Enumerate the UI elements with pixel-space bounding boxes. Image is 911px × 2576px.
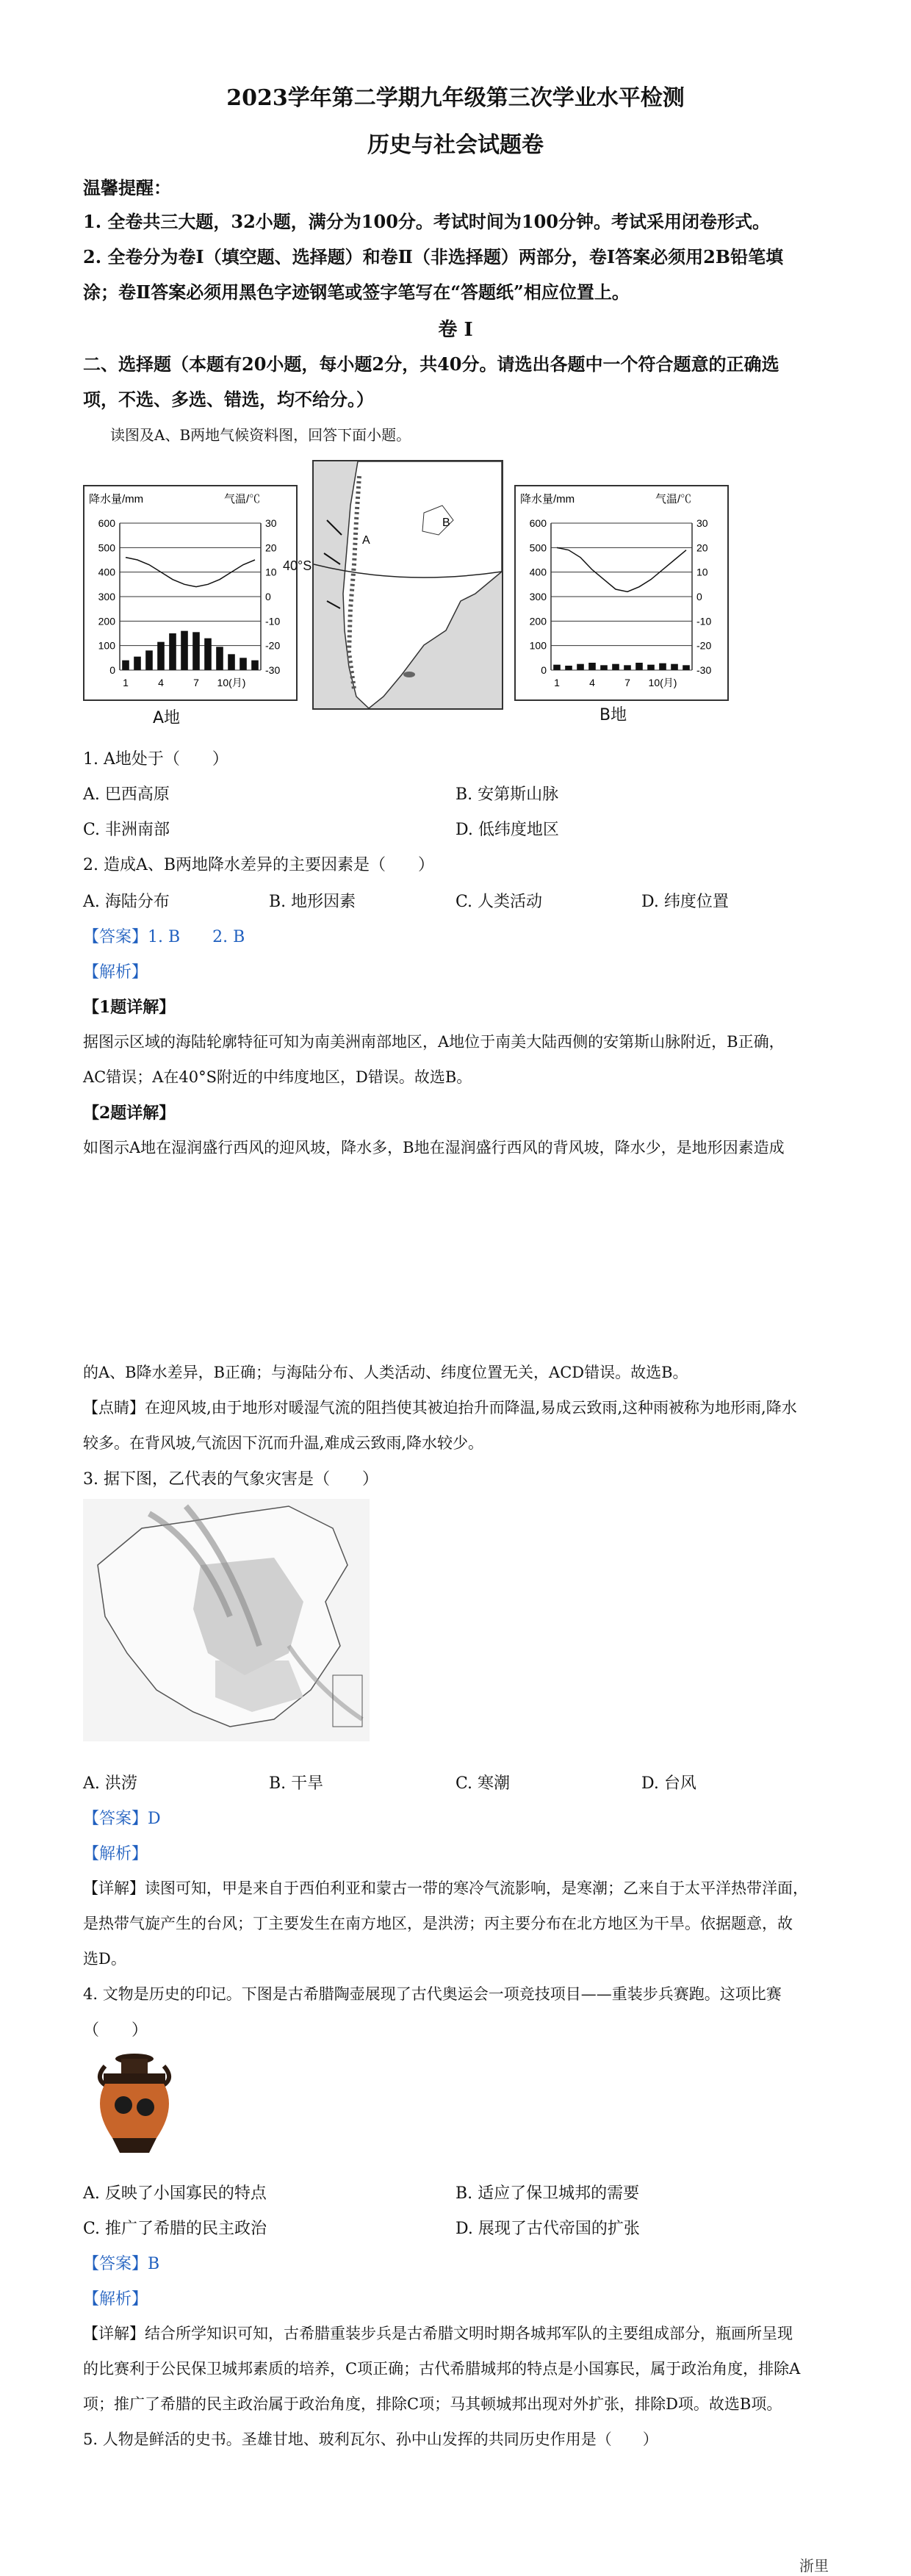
chart-a-temp-tick: 0 xyxy=(265,591,271,602)
climate-chart-a-svg xyxy=(84,486,296,699)
chart-b-temp-tick: -30 xyxy=(696,664,712,676)
chart-b-precip-bar xyxy=(671,664,678,670)
chart-a-month-tick: 1 xyxy=(123,677,129,688)
chart-b-precip-bar xyxy=(553,665,561,670)
chart-b-precip-bar xyxy=(612,664,619,670)
q3-analysis-label: 【解析】 xyxy=(83,1845,148,1863)
climate-chart-b-svg xyxy=(516,486,727,699)
q1-detail-heading: 【1题详解】 xyxy=(83,998,176,1017)
tip-line-2: 较多。在背风坡,气流因下沉而升温,难成云致雨,降水较少。 xyxy=(83,1434,484,1452)
chart-b-precip-tick: 100 xyxy=(529,639,547,652)
island xyxy=(403,672,415,677)
chart-b-month-tick: 1 xyxy=(554,677,560,688)
q5-stem: 5. 人物是鲜活的史书。圣雄甘地、玻利瓦尔、孙中山发挥的共同历史作用是（ ） xyxy=(83,2431,658,2448)
chart-b-month-tick: 4 xyxy=(589,677,595,688)
hoplite-shield-1 xyxy=(115,2096,132,2114)
notice-heading: 温馨提醒： xyxy=(83,177,171,198)
chart-a-precip-tick: 400 xyxy=(98,566,115,578)
q2-detail-line-1: 如图示A地在湿润盛行西风的迎风坡，降水多，B地在湿润盛行西风的背风坡，降水少，是地形因素造成 xyxy=(83,1139,785,1156)
chart-a-month-tick: 4 xyxy=(158,677,164,688)
tip-line-1: 【点睛】在迎风坡,由于地形对暖湿气流的阻挡使其被迫抬升而降温,易成云致雨,这种雨被称为地形雨,降水 xyxy=(83,1399,797,1417)
chart-a-precip-bar xyxy=(169,633,176,670)
chart-a-precip-axis-title: 降水量/mm xyxy=(89,493,144,506)
chart-b-temp-tick: -20 xyxy=(696,639,712,652)
chart-b-precip-tick: 500 xyxy=(529,542,547,554)
chart-a-precip-bar xyxy=(145,650,153,670)
chart-b-temp-axis-title: 气温/℃ xyxy=(655,493,692,506)
chart-a-precip-bar xyxy=(204,638,212,670)
chart-b-precip-tick: 0 xyxy=(541,664,547,676)
chart-a-precip-tick: 600 xyxy=(98,517,115,529)
chart-a-month-tick: 7 xyxy=(193,677,199,688)
chart-a-precip-bar xyxy=(228,654,235,670)
q4-analysis-label: 【解析】 xyxy=(83,2290,148,2309)
q4-stem-line-2: （ ） xyxy=(83,2021,148,2040)
chart-a-precip-tick: 100 xyxy=(98,639,115,652)
notice-line-2b: 涂；卷Ⅱ答案必须用黑色字迹钢笔或签字笔写在“答题纸”相应位置上。 xyxy=(83,281,630,303)
q3-answer: 【答案】D xyxy=(83,1810,161,1828)
chart-a-precip-bar xyxy=(157,642,165,670)
chart-b-precip-bar xyxy=(635,663,643,670)
q2-option-a[interactable]: A. 海陆分布 xyxy=(83,893,170,911)
chart-b-precip-bar xyxy=(647,665,655,670)
amphora-neck xyxy=(121,2059,148,2073)
chart-b-month-tick: 7 xyxy=(624,677,630,688)
q4-option-d[interactable]: D. 展现了古代帝国的扩张 xyxy=(455,2220,640,2238)
chart-a-precip-bar xyxy=(251,661,259,670)
chart-b-precip-bar xyxy=(565,666,572,670)
q3-detail-line-1: 【详解】读图可知，甲是来自于西伯利亚和蒙古一带的寒冷气流影响，是寒潮；乙来自于太平洋热带洋面， xyxy=(83,1879,808,1897)
chart-b-temp-curve xyxy=(557,547,686,591)
chart-a-month-tick: 10(月) xyxy=(217,677,246,688)
page-title: 2023学年第二学期九年级第三次学业水平检测 xyxy=(226,85,685,111)
amphora-shoulder-band xyxy=(104,2073,165,2084)
q3-stem: 3. 据下图，乙代表的气象灾害是（ ） xyxy=(83,1470,378,1489)
chart-b-temp-tick: 20 xyxy=(696,542,708,554)
map-label-b: B xyxy=(442,517,450,529)
q12-answer: 【答案】1. B 2. B xyxy=(83,928,245,946)
chart-a-precip-bar xyxy=(134,657,141,670)
climate-label-b: B地 xyxy=(599,706,627,724)
footer-label: 浙里 xyxy=(799,2557,829,2575)
chart-b-precip-bar xyxy=(683,665,690,670)
amphora-svg xyxy=(83,2050,186,2160)
page-subtitle: 历史与社会试题卷 xyxy=(367,132,544,158)
chart-b-precip-bar xyxy=(624,665,631,670)
volume-heading: 卷 Ⅰ xyxy=(438,319,473,341)
chart-a-precip-bar xyxy=(192,632,200,670)
chart-a-temp-tick: 30 xyxy=(265,517,277,529)
chart-a-precip-bar xyxy=(122,661,129,670)
q4-option-c[interactable]: C. 推广了希腊的民主政治 xyxy=(83,2220,267,2238)
map-svg xyxy=(314,461,502,708)
chart-b-temp-tick: -10 xyxy=(696,615,712,627)
chart-b-precip-bar xyxy=(600,665,608,670)
climate-label-a: A地 xyxy=(153,709,181,727)
q1-detail-line-1: 据图示区域的海陆轮廓特征可知为南美洲南部地区，A地位于南美大陆西侧的安第斯山脉附近，B正确， xyxy=(83,1033,785,1051)
q3-detail-line-2: 是热带气旋产生的台风；丁主要发生在南方地区，是洪涝；丙主要分布在北方地区为干旱。依据题意，故 xyxy=(83,1915,793,1932)
q1-option-d[interactable]: D. 低纬度地区 xyxy=(455,821,559,839)
amphora-foot xyxy=(112,2138,156,2153)
section-heading-line-1: 二、选择题（本题有20小题，每小题2分，共40分。请选出各题中一个符合题意的正确选 xyxy=(83,353,779,375)
greek-amphora-image xyxy=(83,2050,186,2160)
q2-stem: 2. 造成A、B两地降水差异的主要因素是（ ） xyxy=(83,856,435,874)
q3-option-a[interactable]: A. 洪涝 xyxy=(83,1774,137,1793)
chart-b-precip-bar xyxy=(659,663,666,670)
chart-a-precip-tick: 0 xyxy=(109,664,115,676)
section-heading-line-2: 项，不选、多选、错选，均不给分。） xyxy=(83,389,374,410)
chart-b-precip-axis-title: 降水量/mm xyxy=(520,493,575,506)
chart-b-temp-tick: 30 xyxy=(696,517,708,529)
chart-b-precip-bar xyxy=(577,664,584,670)
chart-a-temp-tick: 10 xyxy=(265,566,277,578)
chart-a-temp-tick: -20 xyxy=(265,639,281,652)
chart-a-precip-bar xyxy=(240,658,247,670)
notice-line-1: 1. 全卷共三大题，32小题，满分为100分。考试时间为100分钟。考试采用闭卷形式。 xyxy=(83,211,771,232)
chart-b-temp-tick: 10 xyxy=(696,566,708,578)
chart-a-temp-axis-title: 气温/℃ xyxy=(224,493,261,506)
south-america-map xyxy=(312,460,503,710)
q2-detail-line-2: 的A、B降水差异，B正确；与海陆分布、人类活动、纬度位置无关，ACD错误。故选B。 xyxy=(83,1364,688,1381)
climate-chart-b xyxy=(514,485,729,701)
q12-analysis-label: 【解析】 xyxy=(83,963,148,982)
q3-detail-line-3: 选D。 xyxy=(83,1950,126,1968)
notice-line-2a: 2. 全卷分为卷Ⅰ（填空题、选择题）和卷Ⅱ（非选择题）两部分，卷Ⅰ答案必须用2B铅笔填 xyxy=(83,246,784,267)
climate-chart-a xyxy=(83,485,298,701)
q1-option-b[interactable]: B. 安第斯山脉 xyxy=(455,785,559,804)
q2-option-b[interactable]: B. 地形因素 xyxy=(269,893,356,911)
q1-option-c[interactable]: C. 非洲南部 xyxy=(83,821,170,839)
q1-stem: 1. A地处于（ ） xyxy=(83,750,228,769)
q2-option-d[interactable]: D. 纬度位置 xyxy=(641,893,729,911)
chart-b-precip-bar xyxy=(588,663,596,670)
chart-b-precip-tick: 200 xyxy=(529,615,547,627)
china-map-svg xyxy=(83,1499,370,1741)
chart-b-precip-tick: 400 xyxy=(529,566,547,578)
chart-a-precip-bar xyxy=(216,647,223,670)
chart-a-precip-tick: 500 xyxy=(98,542,115,554)
q1-option-a[interactable]: A. 巴西高原 xyxy=(83,785,170,804)
q4-detail-line-1: 【详解】结合所学知识可知，古希腊重装步兵是古希腊文明时期各城邦军队的主要组成部分，瓶画所呈现 xyxy=(83,2325,793,2342)
chart-a-temp-tick: -30 xyxy=(265,664,281,676)
chart-a-precip-bar xyxy=(181,631,188,670)
hoplite-shield-2 xyxy=(137,2098,154,2116)
chart-b-temp-tick: 0 xyxy=(696,591,702,602)
chart-b-month-tick: 10(月) xyxy=(648,677,677,688)
q1-detail-line-2: AC错误；A在40°S附近的中纬度地区，D错误。故选B。 xyxy=(83,1068,472,1086)
china-disaster-map xyxy=(83,1499,370,1741)
q2-detail-heading: 【2题详解】 xyxy=(83,1104,176,1123)
q4-option-b[interactable]: B. 适应了保卫城邦的需要 xyxy=(455,2184,640,2203)
q4-detail-line-3: 项；推广了希腊的民主政治属于政治角度，排除C项；马其顿城邦出现对外扩张，排除D项。故选B项。 xyxy=(83,2395,782,2413)
chart-b-precip-tick: 600 xyxy=(529,517,547,529)
chart-a-temp-tick: 20 xyxy=(265,542,277,554)
q4-stem-line-1: 4. 文物是历史的印记。下图是古希腊陶壶展现了古代奥运会一项竞技项目——重装步兵赛跑。这项比赛 xyxy=(83,1985,782,2003)
map-latitude-label: 40°S xyxy=(283,558,312,573)
q3-option-c[interactable]: C. 寒潮 xyxy=(455,1774,511,1793)
q3-option-d[interactable]: D. 台风 xyxy=(641,1774,696,1793)
q2-option-c[interactable]: C. 人类活动 xyxy=(455,893,543,911)
question-intro: 读图及A、B两地气候资料图，回答下面小题。 xyxy=(110,426,411,444)
q4-option-a[interactable]: A. 反映了小国寡民的特点 xyxy=(83,2184,267,2203)
chart-a-temp-tick: -10 xyxy=(265,615,281,627)
chart-b-precip-tick: 300 xyxy=(529,591,547,602)
chart-a-precip-tick: 300 xyxy=(98,591,115,602)
chart-a-precip-tick: 200 xyxy=(98,615,115,627)
q4-detail-line-2: 的比赛利于公民保卫城邦素质的培养，C项正确；古代希腊城邦的特点是小国寡民，属于政治角度，排除A xyxy=(83,2360,801,2378)
q4-answer: 【答案】B xyxy=(83,2255,160,2273)
map-label-a: A xyxy=(362,534,370,547)
q3-option-b[interactable]: B. 干旱 xyxy=(269,1774,324,1793)
